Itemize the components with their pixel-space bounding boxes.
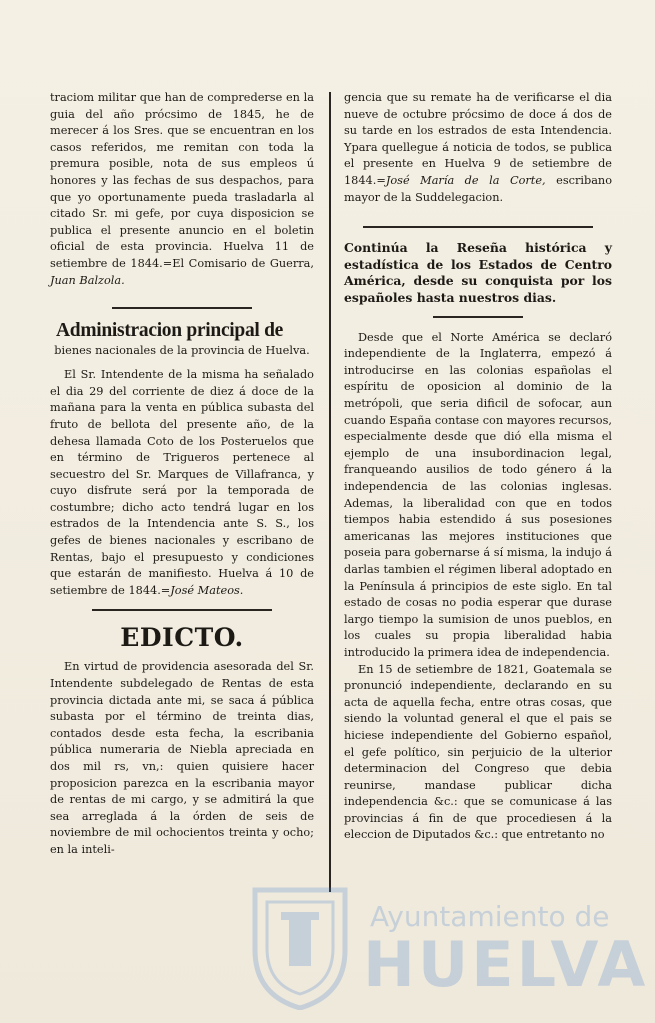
admin-paragraph: El Sr. Intendente de la misma ha señalado el dia 29 del corriente de diez á doce de la mañana para la venta en pública subasta del fruto de bellota del presente año, de la dehesa llamada Coto de los Posteruelos que en término de Trigueros pertenece al secuestro del Sr. Marques de Villafranca, y cuyo disfrute será por la temporada de costumbre; dicho acto tendrá lugar en los estrados de la Intendencia ante S. S., los gefes de bienes nacionales y escribano de Rentas, bajo el presupuesto y condiciones que estarán de manifiesto. Huelva á 10 de setiembre de 1844.=José Mateos. bbox=[50, 368, 314, 597]
intro-paragraph: traciom militar que han de comprederse en la guia del año prócsimo de 1845, he de merecer á los Sres. que se encuentran en los casos referidos, me remitan con toda la premura posible, nota de sus empleos ú honores y las fechas de sus despachos, para que yo oportunamente pueda trasladarla al citado Sr. mi gefe, por cuya disposicion se publica el presente anuncio en el boletin oficial de esta provincia. Huelva 11 de setiembre de 1844.=El Comisario de Guerra, Juan Balzola. bbox=[50, 91, 314, 287]
section-rule bbox=[363, 226, 593, 228]
resena-paragraph-2: En 15 de setiembre de 1821, Goatemala se pronunció independiente, declarando en su acta de aquella fecha, entre otras cosas, que siendo la voluntad general el que el pais se hiciese independiente del Gobierno español, el gefe político, sin perjuicio de la ulterior determinacion del Congreso que debia reunirse, mandase publicar dicha independencia &c.: que se comunicase á las provincias á fin de que procediesen á la eleccion de Diputados &c.: que entretanto no bbox=[344, 662, 612, 842]
edicto-paragraph: En virtud de providencia asesorada del Sr. Intendente subdelegado de Rentas de esta provincia dictada ante mi, se saca á pública subasta por el término de treinta dias, contados desde esta fecha, la escribania pública numeraria de Niebla apreciada en dos mil rs, vn,: quien quisiere hacer proposicion parezca en la escribania mayor de rentas de mi cargo, y se admitirá la que sea arreglada á la órden de seis de noviembre de mil ochocientos treinta y ocho; en la inteli- bbox=[50, 660, 314, 856]
edicto-signature-tail: escribano mayor de la Suddelegacion. bbox=[344, 173, 613, 204]
resena-paragraph-1: Desde que el Norte América se declaró independiente de la Inglaterra, empezó á introducirse en las colonias españolas el espíritu de oposicion al dominio de la metrópoli, que seria dificil de sofocar, aun cuando España contase con mayores recursos, especialmente desde que dió ella misma el ejemplo de una insubordinacion legal, franqueando ausilios de todo género á la independencia de las colonias inglesas. Ademas, la liberalidad con que en todos tiempos habia estendido á sus posesiones americanas las mejores instituciones que poseia para gobernarse á sí misma, la indujo á darlas tambien el régimen liberal adoptado en la Península á principios de este siglo. En tal estado de cosas no podia esperar que durase largo tiempo la sumision de unos pueblos, en los cuales su propia liberalidad habia introducido la primera idea de independencia. bbox=[344, 330, 612, 659]
column-divider bbox=[329, 92, 331, 892]
edicto-heading: EDICTO. bbox=[120, 623, 244, 653]
admin-signature: José Mateos. bbox=[170, 583, 244, 597]
watermark bbox=[245, 880, 655, 1020]
watermark-line-1: Ayuntamiento de bbox=[370, 900, 610, 933]
section-rule bbox=[112, 307, 252, 309]
admin-heading: Administracion principal de bbox=[56, 320, 284, 342]
intro-signature: Juan Balzola. bbox=[50, 273, 125, 287]
right-column bbox=[344, 90, 612, 844]
admin-subheading: bienes nacionales de la provincia de Huelva. bbox=[54, 344, 310, 358]
section-rule bbox=[92, 609, 272, 611]
left-column bbox=[50, 90, 314, 859]
edicto-continuation: gencia que su remate ha de verificarse el dia nueve de octubre prócsimo de doce á dos de su tarde en los estrados de esta Intendencia. Ypara quellegue á noticia de todos, se publica el presente en Huelva 9 de setiembre de 1844.=José María de la Corte, escribano mayor de la Suddelegacion. bbox=[344, 91, 613, 204]
watermark-line-2: HUELVA bbox=[363, 928, 649, 1001]
edicto-signature: José María de la Corte, bbox=[385, 173, 546, 187]
section-rule bbox=[433, 316, 523, 318]
coat-of-arms-icon bbox=[245, 880, 355, 1010]
resena-heading: Continúa la Reseña histórica y estadística de los Estados de Centro América, desde su conquista por los españoles hasta nuestros dias. bbox=[344, 240, 612, 305]
